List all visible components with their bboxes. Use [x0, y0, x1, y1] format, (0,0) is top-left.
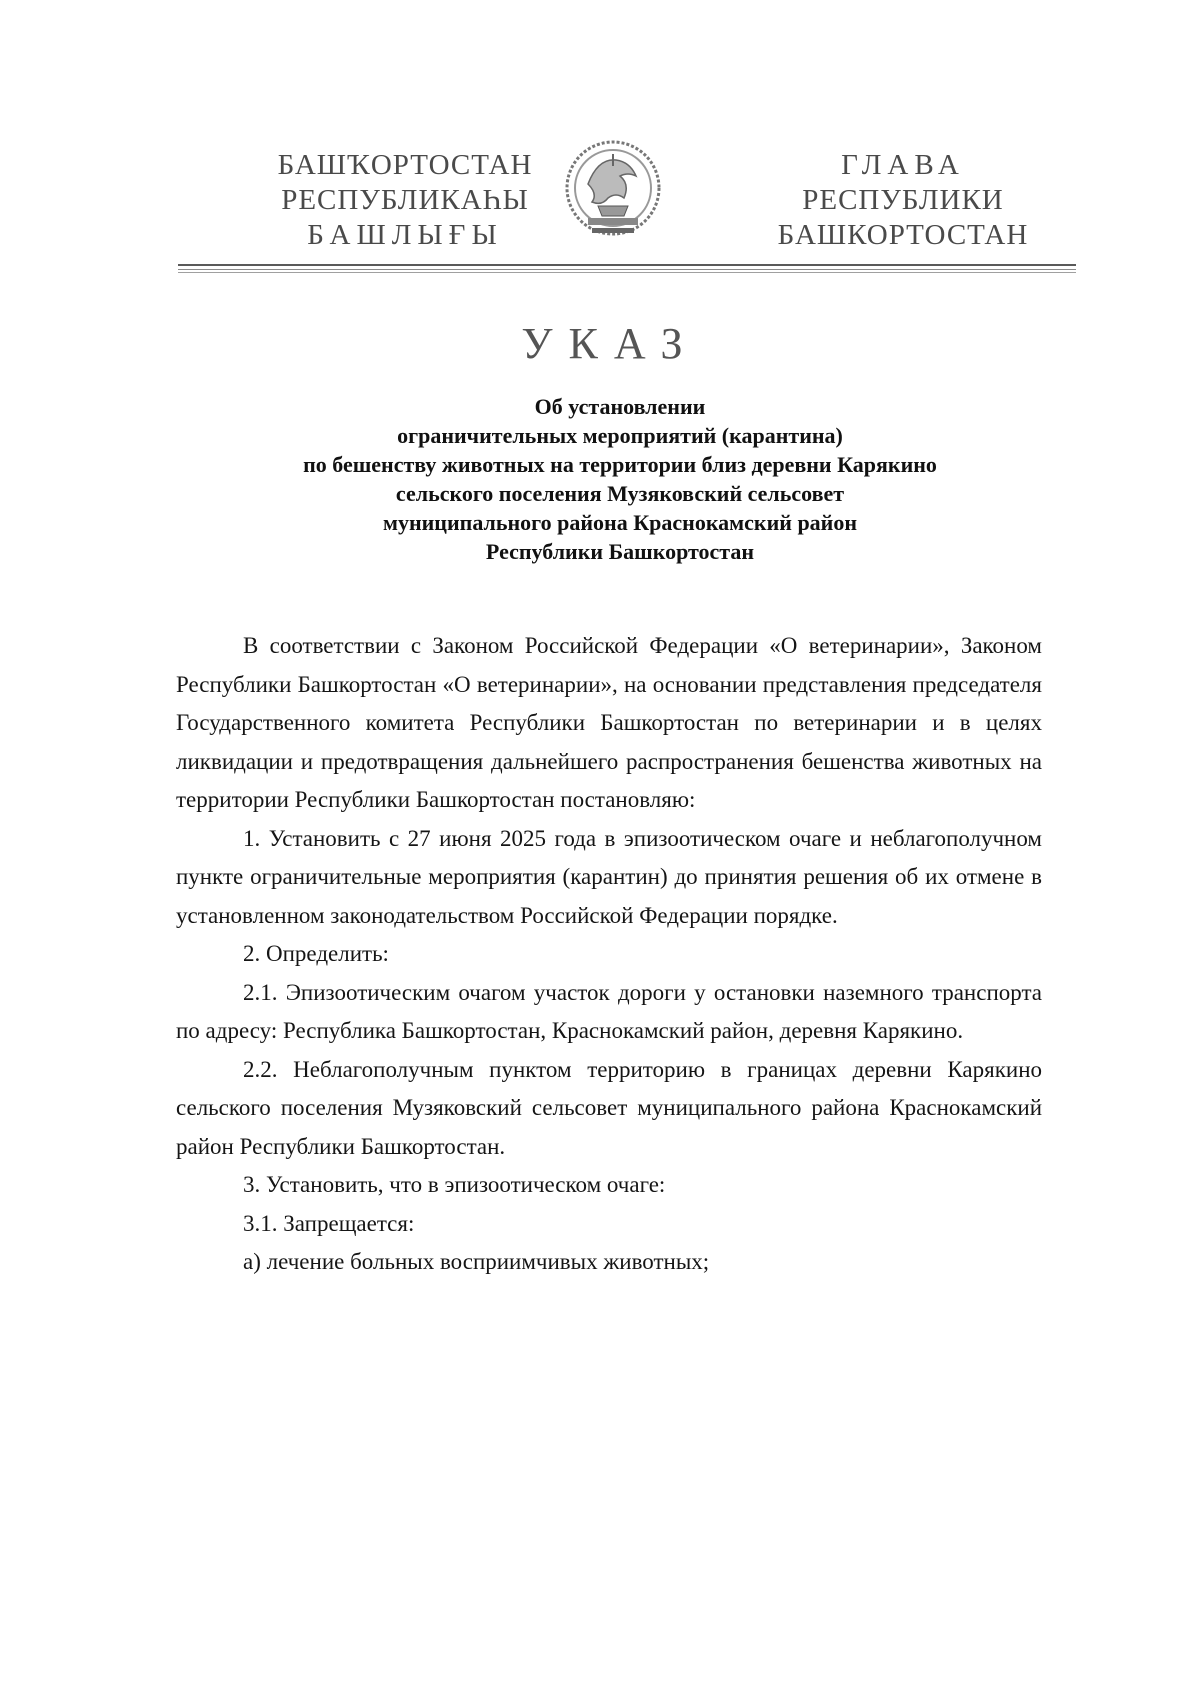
document-body: [176, 627, 1042, 1282]
header-divider-3: [178, 272, 1076, 273]
document-title: [180, 392, 1060, 566]
republic-coat-of-arms-icon: [558, 136, 668, 248]
header-bashkir-line-1: БАШҠОРТОСТАН: [277, 149, 533, 181]
title-line: сельского поселения Музяковский сельсовет: [395, 481, 845, 506]
preamble-paragraph: В соответствии с Законом Российской Федерации «О ветеринарии», Законом Республики Башкортостан «О ветеринарии», на основании представления председателя Государственного комитета Республики Башкортостан по ветеринарии и в целях ликвидации и предотвращения дальнейшего распространения бешенства животных на территории Республики Башкортостан постановляю:: [176, 633, 1042, 812]
header-divider: [178, 264, 1076, 266]
clause-2-1: 2.1. Эпизоотическим очагом участок дороги у остановки наземного транспорта по адресу: Республика Башкортостан, Краснокамский район, деревня Карякино.: [176, 979, 1042, 1043]
document-type: УКАЗ: [521, 319, 699, 368]
header-bashkir: [240, 148, 570, 253]
title-line: по бешенству животных на территории близ деревни Карякино: [303, 452, 937, 477]
title-line: Об установлении: [534, 394, 706, 419]
header-bashkir-line-2: РЕСПУБЛИКАҺЫ: [281, 184, 529, 216]
header-bashkir-line-3: БАШЛЫҒЫ: [307, 219, 503, 251]
title-line: Республики Башкортостан: [485, 539, 755, 564]
clause-2-2: 2.2. Неблагополучным пунктом территорию в границах деревни Карякино сельского поселения Музяковский сельсовет муниципального района Краснокамский район Республики Башкортостан.: [176, 1056, 1042, 1159]
title-line: ограничительных мероприятий (карантина): [397, 423, 843, 448]
clause-3-1: 3.1. Запрещается:: [243, 1210, 415, 1236]
header-russian-line-2: РЕСПУБЛИКИ: [802, 184, 1004, 216]
header-russian: [738, 148, 1068, 253]
header-russian-line-3: БАШКОРТОСТАН: [777, 219, 1029, 251]
clause-3: 3. Установить, что в эпизоотическом очаге:: [243, 1172, 666, 1197]
clause-3-1-a: а) лечение больных восприимчивых животных;: [243, 1249, 710, 1274]
clause-1: 1. Установить с 27 июня 2025 года в эпизоотическом очаге и неблагополучном пункте ограничительные мероприятия (карантин) до принятия решения об их отмене в установленном законодательством Российской Федерации порядке.: [176, 825, 1042, 928]
clause-2: 2. Определить:: [243, 941, 389, 966]
title-line: муниципального района Краснокамский район: [382, 510, 858, 535]
header-russian-line-1: ГЛАВА: [841, 149, 965, 181]
header-divider-2: [178, 269, 1076, 270]
